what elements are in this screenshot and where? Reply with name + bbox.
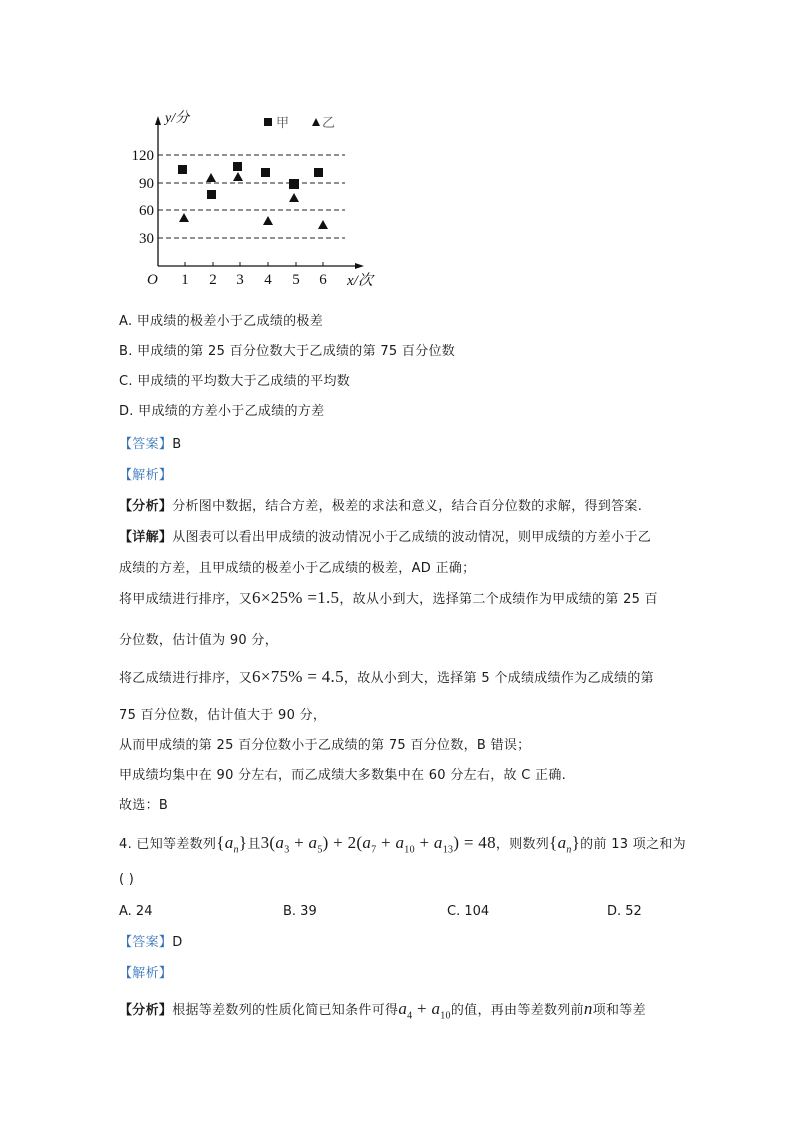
- y-tick-120: 120: [131, 148, 154, 164]
- q3-jia-cont: 分位数，估计值为 90 分，: [119, 633, 279, 648]
- legend-label-jia: 甲: [276, 115, 290, 130]
- scatter-chart: [130, 105, 390, 295]
- square-marker-icon: [314, 168, 323, 177]
- q3-xiangjie-line-2: 成绩的方差，且甲成绩的极差小于乙成绩的极差，AD 正确；: [119, 561, 476, 576]
- q3-option-c: C. 甲成绩的平均数大于乙成绩的平均数: [119, 374, 351, 389]
- q4-answer: [119, 934, 183, 952]
- x-tick-5: 5: [292, 272, 300, 288]
- x-tick-4: 4: [264, 272, 272, 288]
- q3-yi-cont: 75 百分位数，估计值大于 90 分，: [119, 708, 327, 723]
- formula-jia: 6×25% =1.5: [252, 588, 340, 607]
- seq-an: $\{a_n\}$: [549, 833, 581, 856]
- q3-fenxi: [119, 498, 642, 516]
- q4-option-c: C. 104: [447, 904, 490, 919]
- square-marker-icon: [207, 190, 216, 199]
- fenxi-text: 分析图中数据，结合方差，极差的求法和意义，结合百分位数的求解，得到答案.: [172, 499, 643, 514]
- q4-analysis-tag: 【解析】: [119, 966, 173, 981]
- formula-yi: 6×75% = 4.5: [252, 667, 344, 686]
- triangle-marker-icon: [263, 216, 273, 225]
- text: 且: [247, 837, 261, 852]
- triangle-marker-icon: [289, 193, 299, 202]
- text: 4. 已知等差数列: [119, 837, 217, 852]
- q4-paren: ( ): [119, 872, 135, 887]
- triangle-marker-icon: [206, 173, 216, 182]
- y-tick-90: 90: [139, 176, 154, 192]
- q4-option-b: B. 39: [283, 904, 317, 919]
- x-tick-6: 6: [319, 272, 327, 288]
- square-marker-icon: [289, 179, 299, 189]
- q4-fenxi: [119, 1000, 646, 1025]
- formula-a4-a10: $a_4 + a_{10}$: [398, 999, 451, 1022]
- q3-option-d: D. 甲成绩的方差小于乙成绩的方差: [119, 404, 325, 419]
- y-tick-30: 30: [139, 231, 154, 247]
- text: 的前 13 项之和为: [580, 837, 686, 852]
- fenxi-tag: 【分析】: [119, 1003, 173, 1018]
- var-n: n: [583, 999, 593, 1018]
- q3-final: 故选：B: [119, 798, 169, 813]
- legend-triangle-icon: [312, 118, 320, 126]
- x-axis-label: x/次: [347, 273, 373, 289]
- axes: [158, 122, 358, 266]
- q3-option-b: B. 甲成绩的第 25 百分位数大于乙成绩的第 75 百分位数: [119, 344, 456, 359]
- y-axis-label: y/分: [165, 111, 190, 126]
- fenxi-tag: 【分析】: [119, 499, 173, 514]
- q3-analysis-tag: 【解析】: [119, 468, 173, 483]
- text: 将乙成绩进行排序，又: [119, 671, 253, 686]
- legend-square-icon: [264, 118, 272, 126]
- triangle-marker-icon: [233, 172, 243, 181]
- q3-yi-line: [119, 668, 654, 688]
- text: ，故从小到大，选择第 5 个成绩成绩作为乙成绩的第: [343, 671, 654, 686]
- text: ，故从小到大，选择第二个成绩作为甲成绩的第 25 百: [339, 592, 658, 607]
- series-yi: [179, 172, 328, 229]
- y-tick-60: 60: [139, 203, 154, 219]
- q3-conclusion-2: 甲成绩均集中在 90 分左右，而乙成绩大多数集中在 60 分左右，故 C 正确.: [119, 768, 567, 783]
- q3-xiangjie: [119, 529, 651, 547]
- legend-label-yi: 乙: [322, 115, 336, 130]
- origin-label: O: [147, 272, 158, 288]
- triangle-marker-icon: [179, 213, 189, 222]
- text: 的值，再由等差数列前: [450, 1003, 584, 1018]
- x-axis-arrow-icon: [355, 263, 364, 269]
- answer-value: D: [172, 935, 183, 950]
- formula-q4: $3(a_3 + a_5) + 2(a_7 + a_{10} + a_{13}) = 48$: [260, 833, 496, 856]
- triangle-marker-icon: [318, 220, 328, 229]
- xiangjie-tag: 【详解】: [119, 530, 173, 545]
- q3-answer: [119, 436, 181, 454]
- y-axis-arrow-icon: [155, 116, 161, 125]
- q3-conclusion-1: 从而甲成绩的第 25 百分位数小于乙成绩的第 75 百分位数，B 错误；: [119, 738, 531, 753]
- answer-value: B: [172, 437, 182, 452]
- text: 项和等差: [592, 1003, 646, 1018]
- square-marker-icon: [261, 168, 270, 177]
- q3-jia-line: [119, 589, 658, 609]
- answer-tag: 【答案】: [119, 437, 173, 452]
- x-tick-2: 2: [209, 272, 217, 288]
- x-tick-1: 1: [181, 272, 189, 288]
- text: ，则数列: [495, 837, 550, 852]
- answer-tag: 【答案】: [119, 935, 173, 950]
- xiangjie-line-1: 从图表可以看出甲成绩的波动情况小于乙成绩的波动情况，则甲成绩的方差小于乙: [172, 530, 652, 545]
- seq-an: $\{a_n\}$: [216, 833, 248, 856]
- q3-option-a: A. 甲成绩的极差小于乙成绩的极差: [119, 314, 324, 329]
- q4-stem: [119, 834, 686, 859]
- text: 将甲成绩进行排序，又: [119, 592, 253, 607]
- q4-option-d: D. 52: [607, 904, 642, 919]
- square-marker-icon: [178, 165, 187, 174]
- x-tick-3: 3: [236, 272, 244, 288]
- q4-option-a: A. 24: [119, 904, 153, 919]
- square-marker-icon: [233, 162, 242, 171]
- text: 根据等差数列的性质化简已知条件可得: [172, 1003, 399, 1018]
- series-jia: [178, 162, 323, 199]
